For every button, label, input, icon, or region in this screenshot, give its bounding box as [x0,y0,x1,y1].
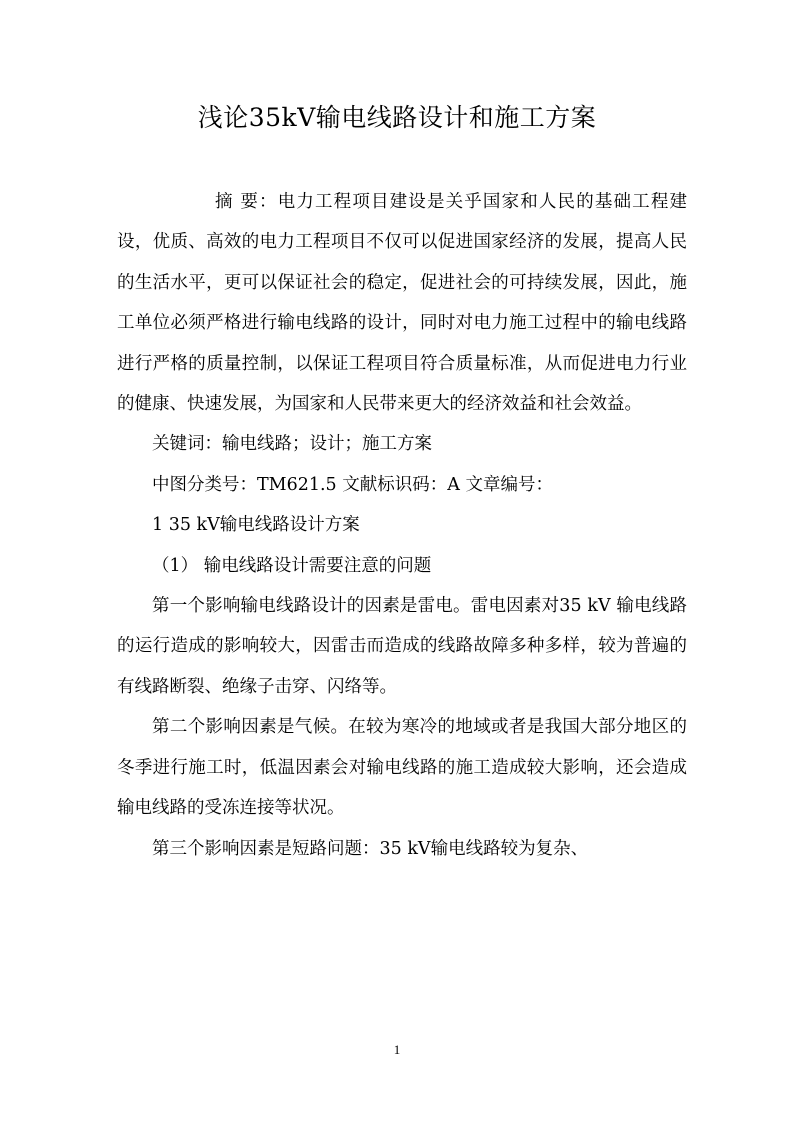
subsection-heading: （1） 输电线路设计需要注意的问题 [152,555,432,576]
abstract-text: 电力工程项目建设是关乎国家和人民的基础工程建设，优质、高效的电力工程项目不仅可以促进国家经济的发展，提高人民的生活水平，更可以保证社会的稳定，促进社会的可持续发展，因此，施工单位必须严格进行输电线路的设计，同时对电力施工过程中的输电线路进行严格的质量控制，以保证工程项目符合质量标准，从而促进电力行业的健康、快速发展，为国家和人民带来更大的经济效益和社会效益。 [117,192,687,415]
document-body [117,182,687,869]
section-heading: 1 35 kV输电线路设计方案 [152,515,360,536]
document-title: 浅论35kV输电线路设计和施工方案 [197,103,597,132]
body-paragraph: 第二个影响因素是气候。在较为寒冷的地域或者是我国大部分地区的冬季进行施工时，低温因素会对输电线路的施工造成较大影响，还会造成输电线路的受冻连接等状况。 [117,717,687,819]
page-number: 1 [393,1042,401,1057]
classification-line: 中图分类号：TM621.5 文献标识码：A 文章编号： [152,474,553,495]
abstract-label: 摘 要： [215,192,278,212]
keywords-line: 关键词：输电线路；设计；施工方案 [152,434,432,455]
abstract-paragraph [117,182,687,424]
body-paragraph: 第三个影响因素是短路问题：35 kV输电线路较为复杂、 [152,838,589,859]
body-paragraph: 第一个影响输电线路设计的因素是雷电。雷电因素对35 kV 输电线路的运行造成的影响较大，因雷击而造成的线路故障多种多样，较为普遍的有线路断裂、绝缘子击穿、闪络等。 [117,596,687,697]
